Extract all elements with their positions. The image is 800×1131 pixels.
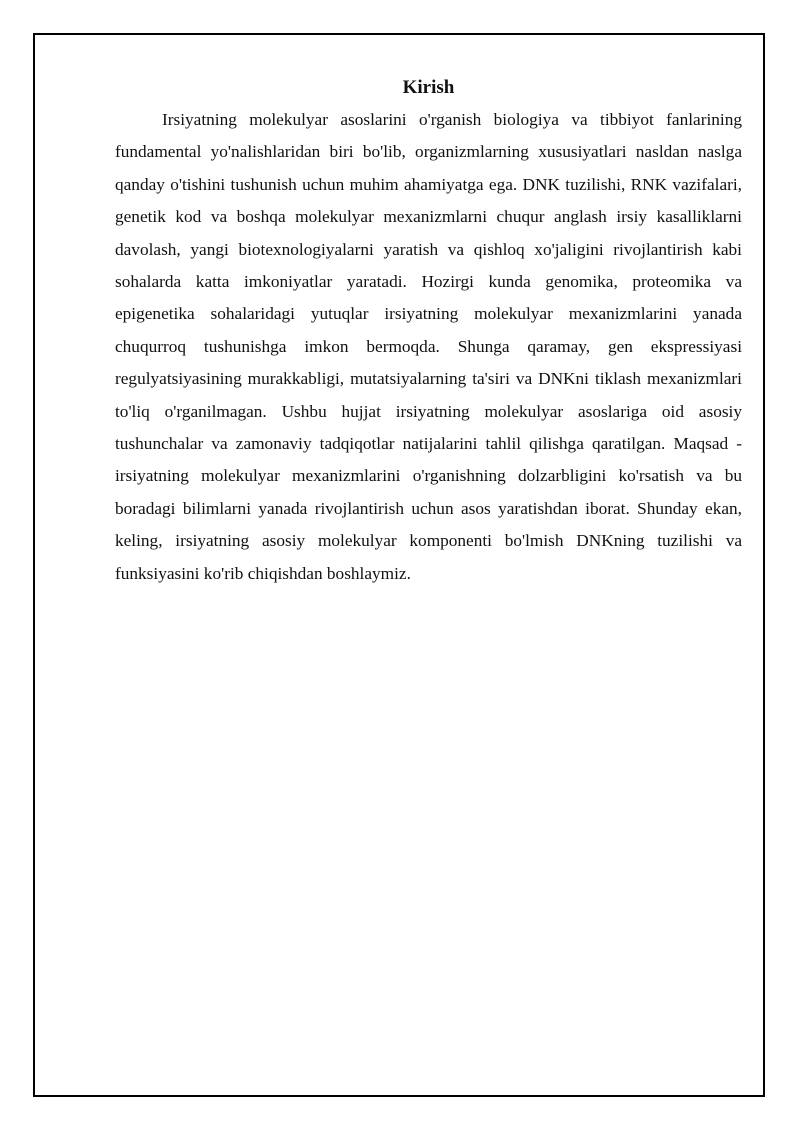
document-body (115, 72, 742, 590)
introduction-paragraph: Irsiyatning molekulyar asoslarini o'rganish biologiya va tibbiyot fanlarining fundamental yo'nalishlaridan biri bo'lib, organizmlarning xususiyatlari nasldan naslga qanday o'tishini tushunish uchun muhim ahamiyatga ega. DNK tuzilishi, RNK vazifalari, genetik kod va boshqa molekulyar mexanizmlarni chuqur anglash irsiy kasalliklarni davolash, yangi biotexnologiyalarni yaratish va qishloq xo'jaligini rivojlantirish kabi sohalarda katta imkoniyatlar yaratadi. Hozirgi kunda genomika, proteomika va epigenetika sohalaridagi yutuqlar irsiyatning molekulyar mexanizmlarini yanada chuqurroq tushunishga imkon bermoqda. Shunga qaramay, gen ekspressiyasi regulyatsiyasining murakkabligi, mutatsiyalarning ta'siri va DNKni tiklash mexanizmlari to'liq o'rganilmagan. Ushbu hujjat irsiyatning molekulyar asoslariga oid asosiy tushunchalar va zamonaviy tadqiqotlar natijalarini tahlil qilishga qaratilgan. Maqsad - irsiyatning molekulyar mexanizmlarini o'rganishning dolzarbligini ko'rsatish va bu boradagi bilimlarni yanada rivojlantirish uchun asos yaratishdan iborat. Shunday ekan, keling, irsiyatning asosiy molekulyar komponenti bo'lmish DNKning tuzilishi va funksiyasini ko'rib chiqishdan boshlaymiz. (115, 110, 742, 583)
section-heading: Kirish (402, 77, 455, 98)
